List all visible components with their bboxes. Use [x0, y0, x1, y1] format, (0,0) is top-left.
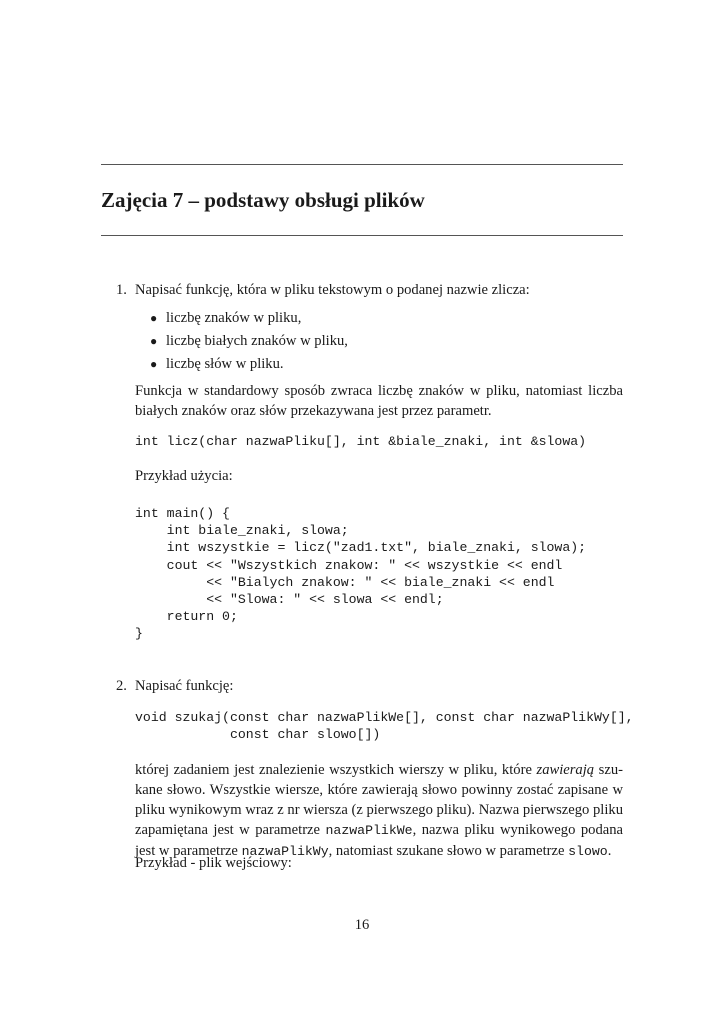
emphasis-text: zawierają [536, 762, 595, 778]
task1-example-label: Przykład użycia: [135, 468, 233, 484]
task1-number: 1. [116, 282, 127, 298]
task1-signature: int licz(char nazwaPliku[], int &biale_znaki, int &slowa) [135, 434, 587, 449]
task1-description [135, 381, 623, 421]
task2-description [135, 760, 623, 862]
task1-intro: Napisać funkcję, która w pliku tekstowym o podanej nazwie zlicza: [135, 282, 530, 298]
bullet-icon: ● [150, 311, 158, 325]
top-rule [101, 164, 623, 165]
task1-bullet-3: liczbę słów w pliku. [166, 356, 284, 372]
task2-signature: void szukaj(const char nazwaPlikWe[], const char nazwaPlikWy[], const char slowo[]) [135, 710, 634, 743]
task2-example-label: Przykład - plik wejściowy: [135, 855, 292, 871]
task1-bullet-1: liczbę znaków w pliku, [166, 310, 302, 326]
title-rule [101, 235, 623, 236]
task2-description-line-2: kane słowo. Wszystkie wiersze, które zawierają słowo powinny zostać zapisane w [135, 782, 623, 798]
task1-description-line-1: Funkcja w standardowy sposób zwraca liczbę znaków w pliku, natomiast liczba [135, 383, 623, 399]
inline-code: nazwaPlikWe [325, 823, 413, 838]
task1-bullet-2: liczbę białych znaków w pliku, [166, 333, 348, 349]
task1-example-code: int main() { int biale_znaki, slowa; int wszystkie = licz("zad1.txt", biale_znaki, slowa); cout << "Wszystkich znakow: " << wszystkie << endl << "Bialych znakow: " << biale_znaki << endl << "Slowa: " << slowa << endl; return 0; } [135, 506, 587, 642]
task2-number: 2. [116, 678, 127, 694]
bullet-icon: ● [150, 334, 158, 348]
bullet-icon: ● [150, 357, 158, 371]
task2-description-line-3: pliku wynikowym wraz z nr wiersza (z pierwszego pliku). Nazwa pierwszego pliku [135, 802, 623, 818]
task2-description-line-1: której zadaniem jest znalezienie wszystkich wierszy w pliku, które zawierają szu- [135, 762, 623, 778]
task2-description-line-5: jest w parametrze nazwaPlikWy, natomiast szukane słowo w parametrze slowo. [135, 843, 612, 859]
task1-description-line-2: białych znaków oraz słów przekazywana jest przez parametr. [135, 403, 492, 419]
inline-code: nazwaPlikWy [241, 844, 329, 859]
task2-description-line-4: zapamiętana jest w parametrze nazwaPlikWe, nazwa pliku wynikowego podana [135, 822, 623, 838]
page-number: 16 [354, 917, 370, 933]
inline-code: slowo [568, 844, 608, 859]
task2-intro: Napisać funkcję: [135, 678, 234, 694]
page-title: Zajęcia 7 – podstawy obsługi plików [101, 188, 425, 212]
